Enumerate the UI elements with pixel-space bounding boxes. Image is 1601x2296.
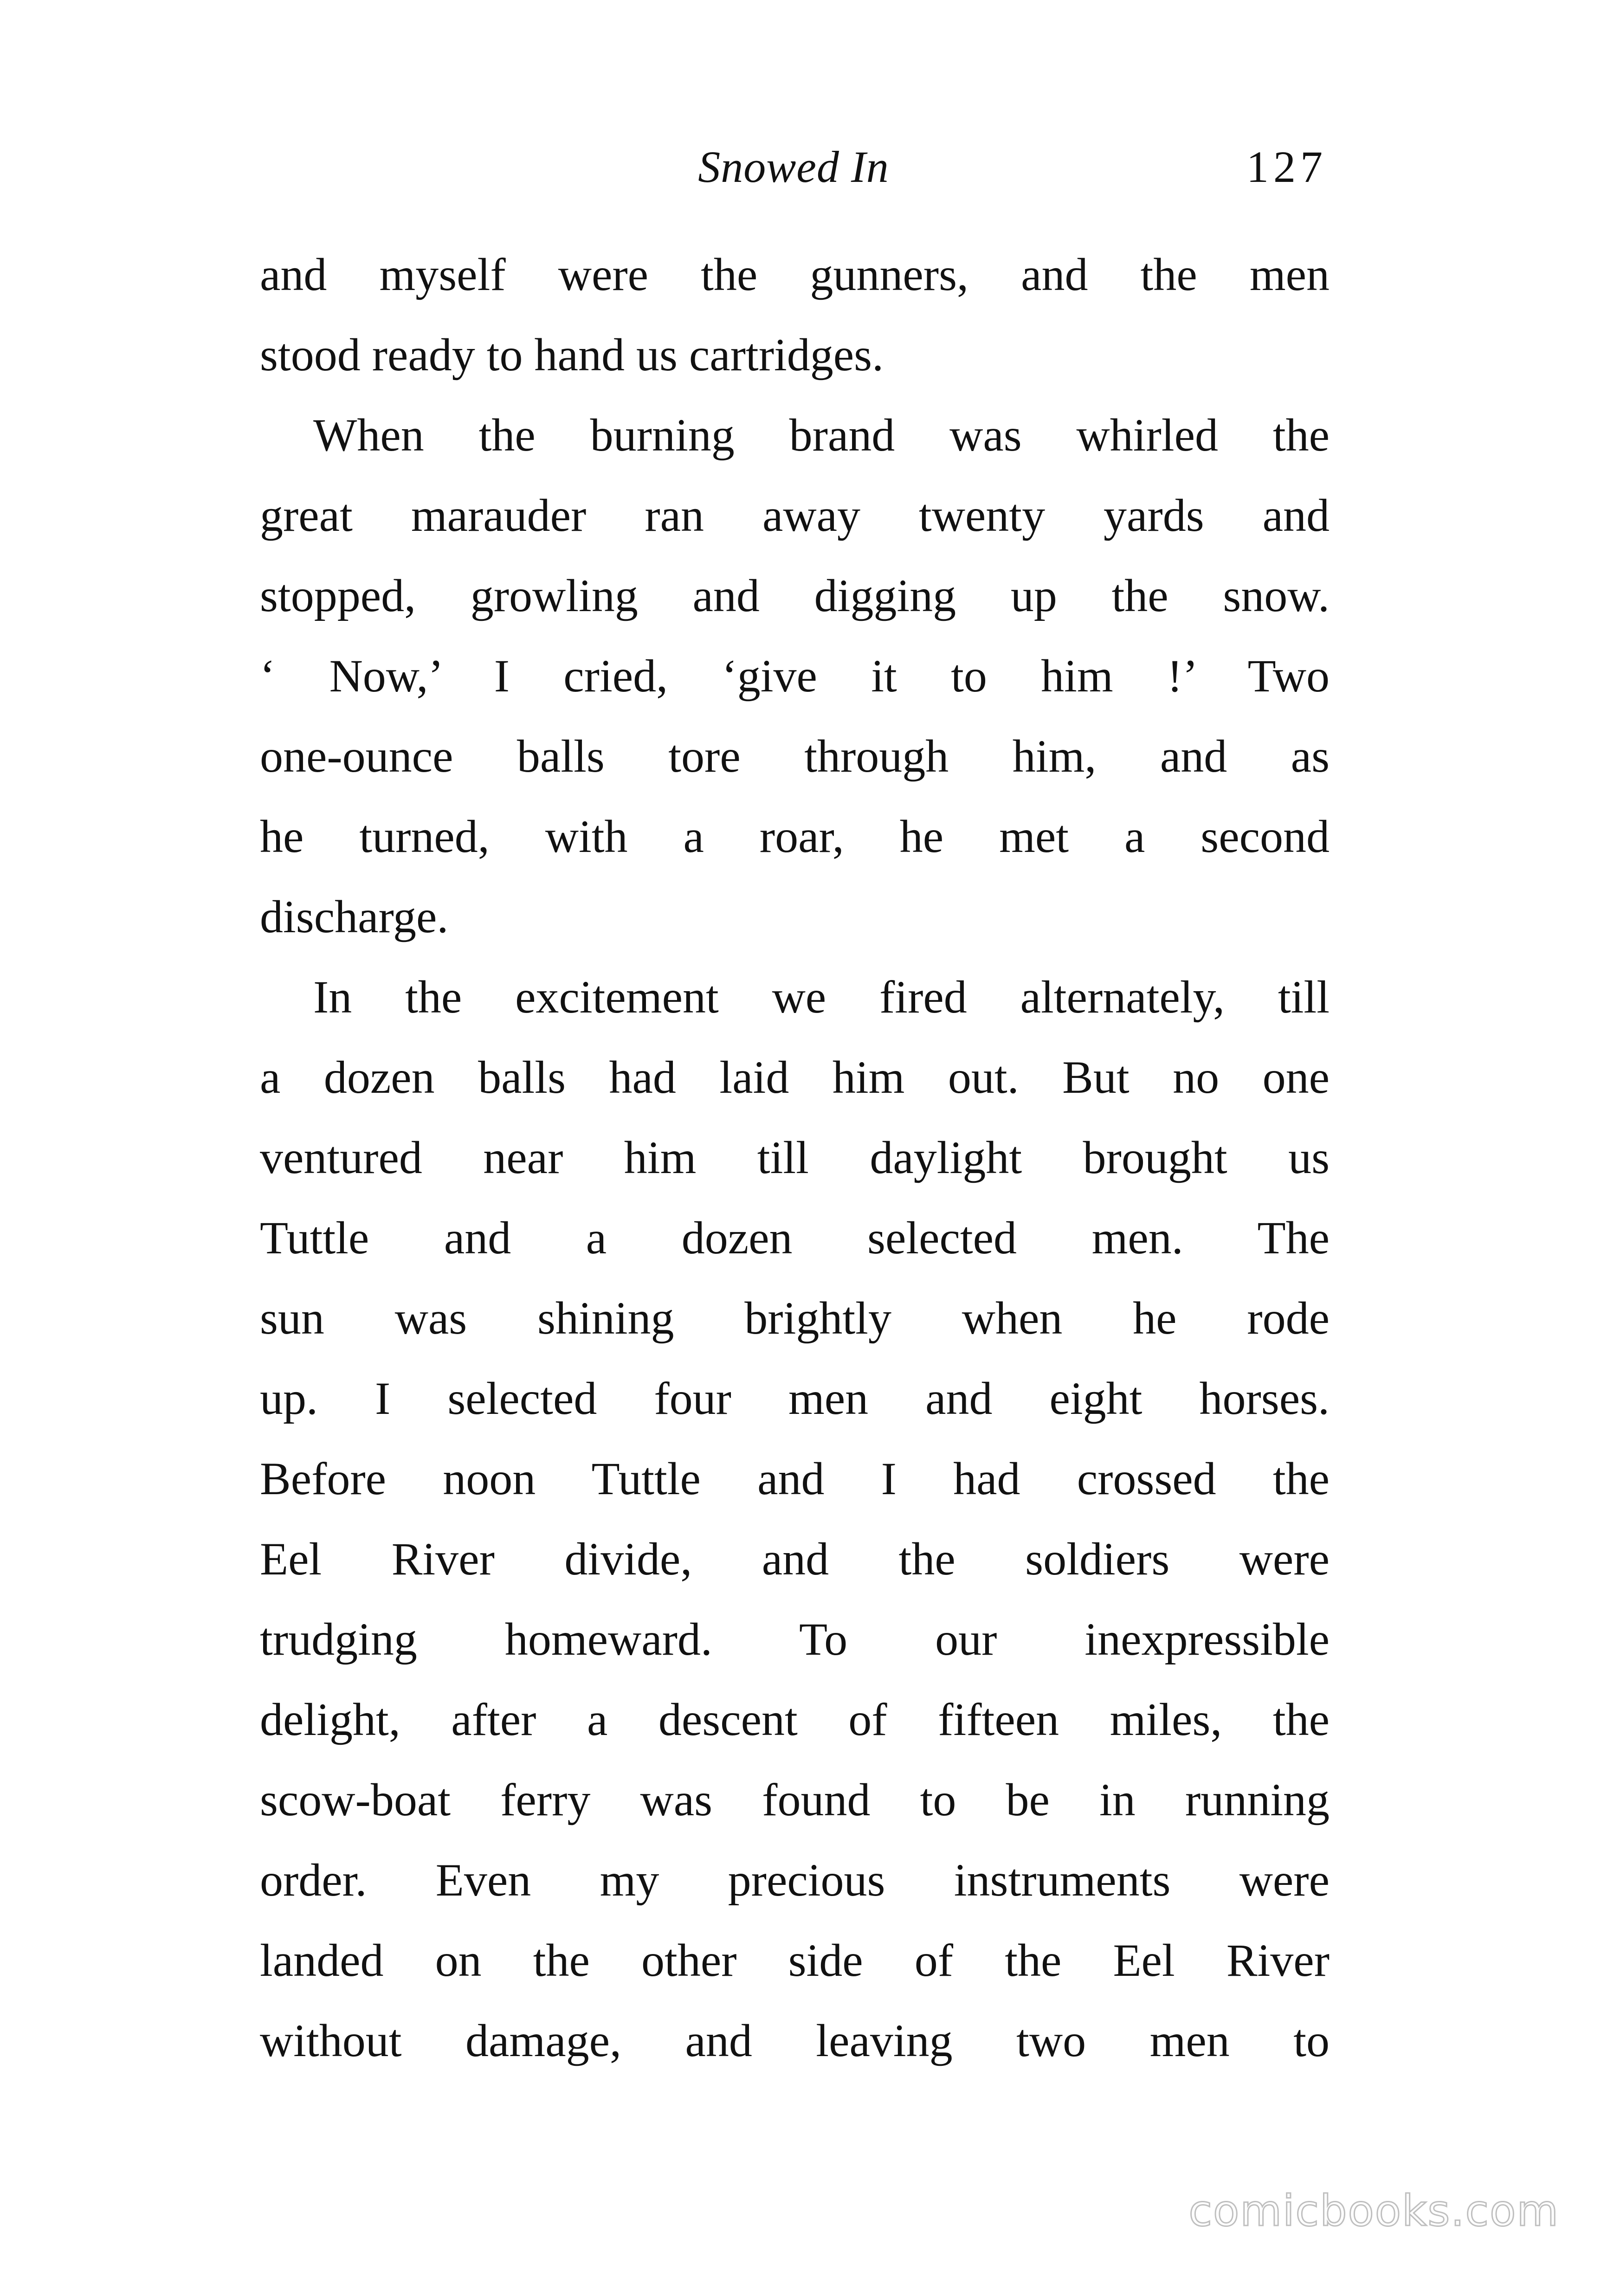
text-line: scow-boat ferry was found to be in running <box>260 1774 1330 1825</box>
text-line: ventured near him till daylight brought us <box>260 1132 1330 1183</box>
text-line: delight, after a descent of fifteen miles, the <box>260 1694 1330 1745</box>
text-line: and myself were the gunners, and the men <box>260 249 1330 300</box>
text-line: When the burning brand was whirled the <box>313 409 1330 461</box>
text-line: sun was shining brightly when he rode <box>260 1292 1330 1344</box>
text-line: up. I selected four men and eight horses. <box>260 1373 1330 1424</box>
text-line: order. Even my precious instruments were <box>260 1854 1330 1906</box>
text-line: trudging homeward. To our inexpressible <box>260 1613 1330 1665</box>
text-line: great marauder ran away twenty yards and <box>260 490 1330 541</box>
text-line: landed on the other side of the Eel River <box>260 1935 1330 1986</box>
text-line: stood ready to hand us cartridges. <box>260 329 884 381</box>
text-line: Before noon Tuttle and I had crossed the <box>260 1453 1330 1504</box>
paragraph-2 <box>260 395 1330 957</box>
running-title: Snowed In <box>698 142 889 192</box>
text-line: a dozen balls had laid him out. But no one <box>260 1051 1330 1103</box>
text-line: one-ounce balls tore through him, and as <box>260 730 1330 782</box>
paragraph-1 <box>260 234 1330 395</box>
watermark: comicbooks.com <box>1188 2186 1559 2236</box>
text-line: In the excitement we fired alternately, till <box>313 971 1330 1023</box>
text-line: without damage, and leaving two men to <box>260 2015 1330 2066</box>
paragraph-3 <box>260 957 1330 2081</box>
running-head <box>260 135 1327 200</box>
text-line: Tuttle and a dozen selected men. The <box>260 1212 1330 1264</box>
text-line: stopped, growling and digging up the snow. <box>260 570 1330 621</box>
text-line: Eel River divide, and the soldiers were <box>260 1533 1330 1585</box>
page-number: 127 <box>1246 142 1327 192</box>
text-line: ‘ Now,’ I cried, ‘give it to him !’ Two <box>260 650 1330 702</box>
body-text <box>260 234 1330 2081</box>
text-line: he turned, with a roar, he met a second <box>260 811 1330 862</box>
text-line: discharge. <box>260 891 449 942</box>
